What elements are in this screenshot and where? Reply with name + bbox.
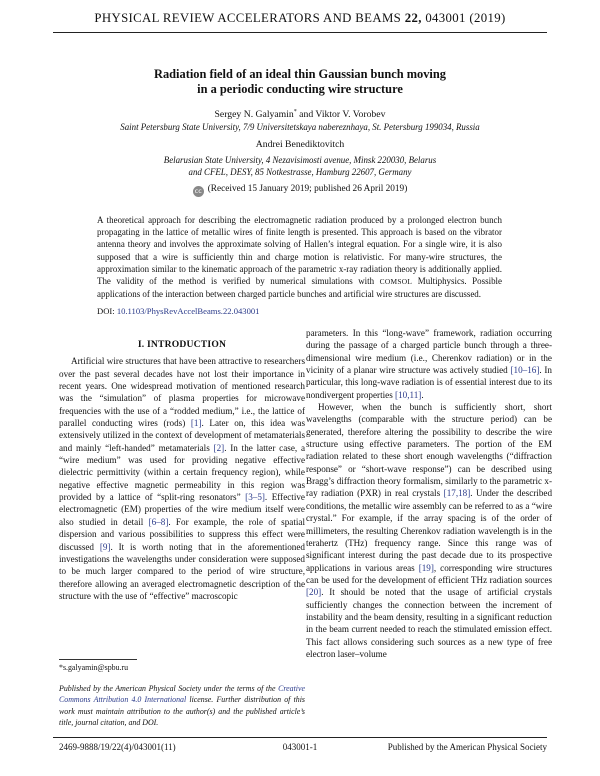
citation-link[interactable]: [10–16] [510,365,540,376]
citation-link[interactable]: [19] [418,562,434,573]
citation-link[interactable]: [1] [190,418,202,429]
corresponding-email[interactable]: *s.galyamin@spbu.ru [59,663,129,672]
intro-paragraph-2 [306,401,552,660]
author-vorobev: and Viktor V. Vorobev [296,109,386,121]
received-dates [60,183,540,197]
text: . Later on, this idea was extensively utilized in the context of development of metamaterials and mainly “left-handed” metamaterials [59,418,305,453]
text: However, when the bunch is sufficiently short, short wavelengths (comparable with the structure period) can be generated, therefore altering the possibility to describe the wire structure using effective parameters. The portion of the EM radiation related to these short enough wavelengths (“diffraction response” or “short-wave response”) can be described using Bragg’s diffraction theory formalism, similarly to the parametric x-ray radiation (PXR) in real crystals [306,402,552,499]
publisher: Published by the American Physical Society [387,742,547,752]
text: . Under the described conditions, the metallic wire assembly can be referred to as a “wire crystal.” For example, if the array spacing is of the order of millimeters, the resulting Cherenkov radiation wavelength is in the terahertz (THz) frequency range. Since this range was of significant interest during the past decade due to its prospective applications in various areas [306,488,553,573]
doi-line [97,306,259,316]
check-for-updates-icon[interactable]: cc [194,187,202,195]
issn-code: 2469-9888/19/22(4)/043001(11) [59,742,176,752]
citation-link[interactable]: [17,18] [443,488,471,499]
text: parameters. In this “long-wave” framework, radiation occurring during the passage of a charged particle bunch through a three-dimensional wire medium (i.e., Cherenkov radiation) or in the vicinity of a planar wire structure was actively studied [306,328,552,376]
doi-label: DOI: [97,306,117,316]
abstract-text-1: A theoretical approach for describing the electromagnetic radiation produced by a prolonged electron bunch propagating in the lattice of metallic wires of finite length is presented. This approach is based on the vibrator antenna theory and involves the approximate solving of Hallen’s integral equation. For a single wire, it is also supposed that a wire is sufficiently thin and charge motion is relativistic. For many-wire structures, the approximation similar to the kinematic approach of the parametric x-ray radiation theory is additionally applied. The validity of the method is verified by numerical simulations with [97,215,502,287]
text: . It is worth noting that in the aforementioned investigations the wavelengths under consideration were supposed to be much larger compared to the period of wire structure, therefore allowing an averaged electromagnetic description of the structure with the use of “effective” macroscopic [59,541,305,601]
title-line-2: in a periodic conducting wire structure [197,82,403,96]
text: . Effective electromagnetic (EM) properties of the wire medium itself were also studied in detail [59,492,305,527]
text: Published by the American Physical Society under the terms of the [59,684,279,693]
page-number: 043001-1 [282,742,318,752]
text: . For example, the role of spatial dispersion and various possibilities to suppress this effect were discussed [59,516,305,552]
journal-volume: 22, [404,11,422,25]
text: . In particular, this long-wave radiation is of essential interest due to its nondivergent properties [306,365,552,400]
license-notice [59,683,305,729]
article-number: 043001 (2019) [425,11,506,25]
author-benediktovitch: Andrei Benediktovitch [255,139,345,150]
text: , corresponding wire structures can be used for the development of efficient THz radiation sources [306,562,553,585]
citation-link[interactable]: [10,11] [395,389,422,400]
text: license. Further distribution of this work must maintain attribution to the author(s) and the published article’s title, journal citation, and DOI. [59,695,305,728]
citation-link[interactable]: [6–8] [148,516,169,527]
footnote-mark: * [293,109,297,115]
intro-paragraph-1-cont [306,327,552,401]
footer-rule [53,737,547,738]
section-heading: I. INTRODUCTION [137,339,227,350]
author-list-1 [60,106,540,121]
citation-link[interactable]: [3–5] [245,492,265,503]
journal-header [0,11,600,26]
right-column [306,327,552,660]
license-link[interactable]: Creative Commons Attribution 4.0 International [59,684,305,705]
comsol-name: COMSOL [379,277,413,287]
received-text: (Received 15 January 2019; published 26 April 2019) [207,184,408,194]
journal-name: PHYSICAL REVIEW ACCELERATORS AND BEAMS [94,11,402,25]
citation-link[interactable]: [9] [99,541,111,552]
title-line-1: Radiation field of an ideal thin Gaussian bunch moving [154,67,446,81]
text: . In the latter case, a “wire medium” was used for providing negative effective dielectric permittivity (within a certain frequency region), while negative effective magnetic permeability in this region was provided by a lattice of “split-ring resonators” [59,442,305,503]
intro-paragraph-1 [59,355,305,602]
text: Artificial wire structures that have been attractive to researchers over the past several decades have not lost their importance in recent years. One widespread motivation of mentioned research was the “simulation” of plasma properties for microwave frequencies with the use of a “rodded medium,” i.e., the lattice of parallel conducting wires (rods) [59,356,305,429]
author-galyamin: Sergey N. Galyamin [214,109,294,121]
abstract [97,214,502,300]
paper-title [60,67,540,97]
text: . It should be noted that the usage of artificial crystals sufficiently changes the connection between the increment of instability and the beam density, resulting in a significant reduction in the beam current needed to reach the stimulated emission effect. This fact allows considering such sources as a new type of free electron laser–volume [306,587,552,659]
affiliation-2-line-1: Belarusian State University, 4 Nezavisimosti avenue, Minsk 220030, Belarus [163,155,437,165]
doi-link[interactable]: 10.1103/PhysRevAccelBeams.22.043001 [116,306,260,316]
footnote-rule [59,659,137,660]
affiliation-2-line-2: and CFEL, DESY, 85 Notkestrasse, Hamburg 22607, Germany [188,167,412,177]
affiliation-1: Saint Petersburg State University, 7/9 Universitetskaya nabereznhaya, St. Petersburg 199034, Russia [120,122,480,132]
text: . [421,389,424,400]
citation-link[interactable]: [20] [306,587,322,598]
citation-link[interactable]: [2] [213,442,225,453]
header-rule [53,32,547,33]
abstract-text-2: Multiphysics. Possible applications of the interaction between charged particle bunches and artificial wire structures are discussed. [97,276,502,300]
left-column [59,339,305,602]
